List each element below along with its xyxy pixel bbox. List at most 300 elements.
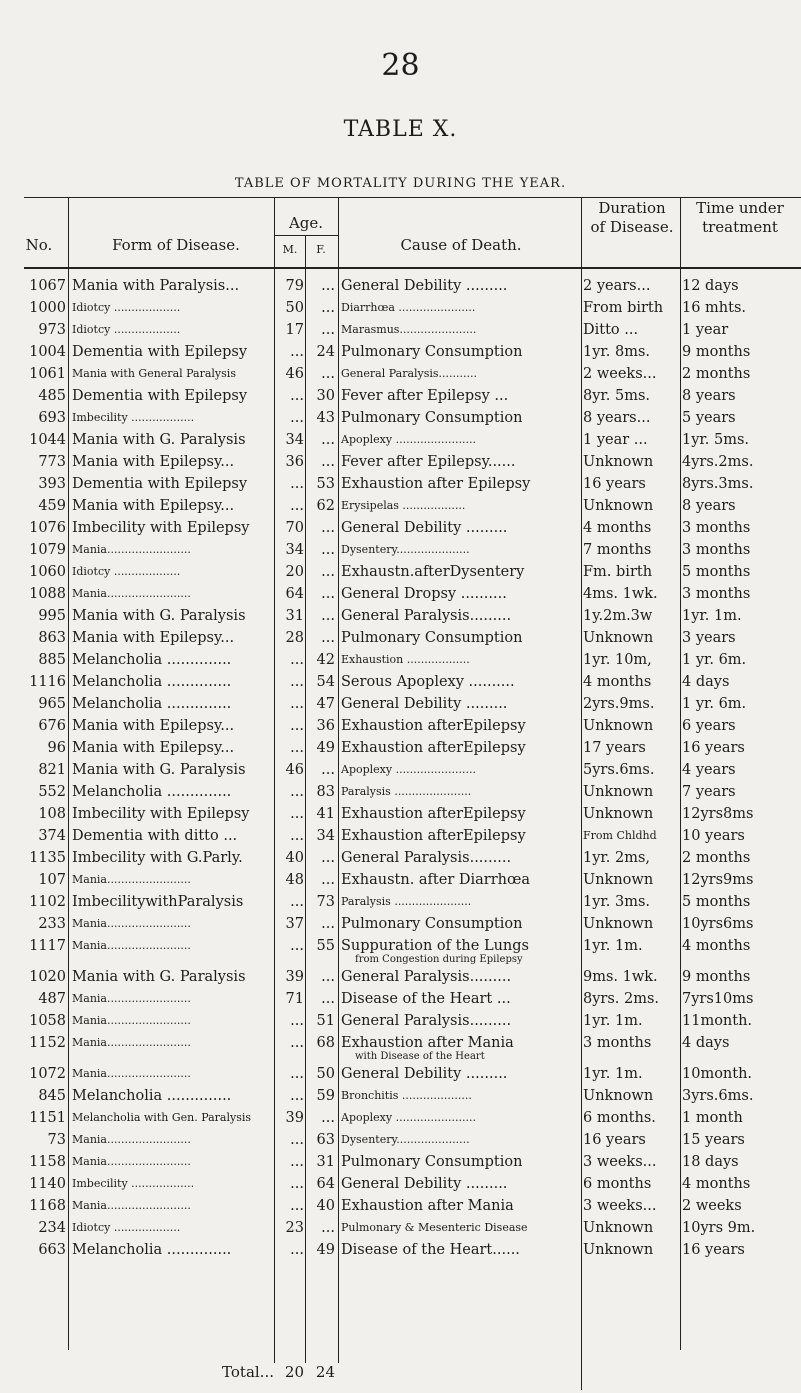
time-under-treatment: 4 days <box>682 674 730 690</box>
header-m: M. <box>282 243 298 256</box>
table-row <box>0 385 801 407</box>
form-of-disease: Imbecility .................. <box>72 411 195 424</box>
form-of-disease: Mania with G. Paralysis <box>72 969 246 985</box>
form-of-disease: Mania........................ <box>72 1133 191 1146</box>
form-of-disease: Mania........................ <box>72 1014 191 1027</box>
age-female: ... <box>321 1110 335 1126</box>
row-number: 676 <box>38 718 66 734</box>
time-under-treatment: 7yrs10ms <box>682 991 754 1007</box>
age-female: 73 <box>316 894 335 910</box>
table-row <box>0 869 801 891</box>
duration-of-disease: 1yr. 1m. <box>583 1066 643 1082</box>
time-under-treatment: 6 years <box>682 718 736 734</box>
age-male: ... <box>290 1066 304 1082</box>
table-row <box>0 1085 801 1107</box>
cause-of-death: General Debility ......... <box>341 520 508 536</box>
table-row <box>0 297 801 319</box>
form-of-disease: Mania with G. Paralysis <box>72 762 246 778</box>
age-male: ... <box>290 784 304 800</box>
age-female: ... <box>321 916 335 932</box>
time-under-treatment: 8yrs.3ms. <box>682 476 754 492</box>
cause-of-death: General Paralysis......... <box>341 850 512 866</box>
age-male: ... <box>290 652 304 668</box>
cause-of-death: General Paralysis........... <box>341 367 478 380</box>
table-row <box>0 649 801 671</box>
age-female: ... <box>321 366 335 382</box>
age-male: ... <box>290 344 304 360</box>
duration-of-disease: 6 months <box>583 1176 652 1192</box>
age-male: 46 <box>285 762 304 778</box>
time-under-treatment: 4 years <box>682 762 736 778</box>
form-of-disease: Mania with Epilepsy... <box>72 454 235 470</box>
duration-of-disease: 16 years <box>583 1132 646 1148</box>
time-under-treatment: 3 years <box>682 630 736 646</box>
duration-of-disease: 2yrs.9ms. <box>583 696 655 712</box>
age-male: ... <box>290 674 304 690</box>
duration-of-disease: 2 weeks... <box>583 366 657 382</box>
form-of-disease: Dementia with Epilepsy <box>72 476 248 492</box>
form-of-disease: Mania with G. Paralysis <box>72 432 246 448</box>
age-male: 70 <box>285 520 304 536</box>
form-of-disease: Idiotcy ................... <box>72 301 181 314</box>
cause-of-death: General Debility ......... <box>341 1176 508 1192</box>
time-under-treatment: 3 months <box>682 520 751 536</box>
age-female: 59 <box>316 1088 335 1104</box>
cause-of-death: Marasmus...................... <box>341 323 477 336</box>
time-under-treatment: 8 years <box>682 388 736 404</box>
row-number: 1076 <box>29 520 66 536</box>
row-number: 374 <box>38 828 66 844</box>
row-number: 233 <box>38 916 66 932</box>
form-of-disease: Melancholia .............. <box>72 784 232 800</box>
age-male: 17 <box>285 322 304 338</box>
row-number: 1044 <box>29 432 66 448</box>
cause-note: with Disease of the Heart <box>355 1051 485 1062</box>
table-row <box>0 671 801 693</box>
row-number: 995 <box>38 608 66 624</box>
age-female: ... <box>321 630 335 646</box>
table-row <box>0 1129 801 1151</box>
age-female: 34 <box>316 828 335 844</box>
row-number: 663 <box>38 1242 66 1258</box>
duration-of-disease: 3 weeks... <box>583 1198 657 1214</box>
cause-of-death: General Debility ......... <box>341 1066 508 1082</box>
table-row <box>0 715 801 737</box>
cause-of-death: Pulmonary Consumption <box>341 630 523 646</box>
time-under-treatment: 8 years <box>682 498 736 514</box>
form-of-disease: ImbecilitywithParalysis <box>72 894 244 910</box>
form-of-disease: Imbecility with Epilepsy <box>72 520 250 536</box>
duration-of-disease: Unknown <box>583 872 654 888</box>
age-male: ... <box>290 1088 304 1104</box>
age-male: 37 <box>285 916 304 932</box>
age-female: 24 <box>316 344 335 360</box>
row-number: 552 <box>38 784 66 800</box>
form-of-disease: Mania with G. Paralysis <box>72 608 246 624</box>
duration-of-disease: Unknown <box>583 454 654 470</box>
cause-of-death: General Paralysis......... <box>341 1013 512 1029</box>
time-under-treatment: 3yrs.6ms. <box>682 1088 754 1104</box>
table-row <box>0 781 801 803</box>
form-of-disease: Mania........................ <box>72 992 191 1005</box>
age-female: 41 <box>316 806 335 822</box>
row-number: 234 <box>38 1220 66 1236</box>
time-under-treatment: 16 mhts. <box>682 300 747 316</box>
table-row <box>0 759 801 781</box>
time-under-treatment: 7 years <box>682 784 736 800</box>
time-under-treatment: 5 months <box>682 894 751 910</box>
row-number: 1079 <box>29 542 66 558</box>
duration-of-disease: Unknown <box>583 1220 654 1236</box>
time-under-treatment: 1 yr. 6m. <box>682 652 747 668</box>
table-row <box>0 561 801 583</box>
row-number: 393 <box>38 476 66 492</box>
age-female: 30 <box>316 388 335 404</box>
row-number: 1152 <box>29 1035 66 1051</box>
duration-of-disease: Fm. birth <box>583 564 653 580</box>
row-number: 1102 <box>29 894 66 910</box>
form-of-disease: Dementia with Epilepsy <box>72 344 248 360</box>
cause-of-death: Pulmonary Consumption <box>341 410 523 426</box>
table-row <box>0 1217 801 1239</box>
age-female: 55 <box>316 938 335 954</box>
cause-of-death: Fever after Epilepsy...... <box>341 454 516 470</box>
row-number: 108 <box>38 806 66 822</box>
age-female: ... <box>321 1220 335 1236</box>
form-of-disease: Melancholia .............. <box>72 652 232 668</box>
cause-of-death: Exhaustion .................. <box>341 653 470 666</box>
time-under-treatment: 16 years <box>682 1242 745 1258</box>
row-number: 1116 <box>29 674 66 690</box>
cause-of-death: Apoplexy ....................... <box>341 433 477 446</box>
form-of-disease: Idiotcy ................... <box>72 1221 181 1234</box>
duration-of-disease: 1yr. 3ms. <box>583 894 650 910</box>
duration-of-disease: 1y.2m.3w <box>583 608 653 624</box>
form-of-disease: Mania........................ <box>72 873 191 886</box>
row-number: 773 <box>38 454 66 470</box>
form-of-disease: Mania with General Paralysis <box>72 367 236 380</box>
time-under-treatment: 2 months <box>682 366 751 382</box>
age-male: 79 <box>285 278 304 294</box>
time-under-treatment: 1yr. 5ms. <box>682 432 749 448</box>
form-of-disease: Melancholia .............. <box>72 674 232 690</box>
age-male: ... <box>290 1154 304 1170</box>
cause-of-death: General Dropsy .......... <box>341 586 507 602</box>
age-male: 71 <box>285 991 304 1007</box>
table-row <box>0 605 801 627</box>
age-female: 36 <box>316 718 335 734</box>
time-under-treatment: 2 weeks <box>682 1198 742 1214</box>
cause-of-death: Dysentery..................... <box>341 1133 470 1146</box>
row-number: 1061 <box>29 366 66 382</box>
duration-of-disease: Unknown <box>583 1088 654 1104</box>
age-male: 48 <box>285 872 304 888</box>
duration-of-disease: 8yr. 5ms. <box>583 388 650 404</box>
header-cause: Cause of Death. <box>400 236 522 254</box>
age-male: 23 <box>285 1220 304 1236</box>
cause-of-death: Pulmonary Consumption <box>341 344 523 360</box>
age-female: 43 <box>316 410 335 426</box>
age-male: ... <box>290 1132 304 1148</box>
duration-of-disease: 4ms. 1wk. <box>583 586 658 602</box>
row-number: 1000 <box>29 300 66 316</box>
duration-of-disease: 4 months <box>583 674 652 690</box>
table-row <box>0 341 801 363</box>
form-of-disease: Dementia with ditto ... <box>72 828 238 844</box>
time-under-treatment: 12yrs9ms <box>682 872 754 888</box>
cause-of-death: Apoplexy ....................... <box>341 763 477 776</box>
cause-of-death: Pulmonary Consumption <box>341 1154 523 1170</box>
duration-of-disease: Unknown <box>583 630 654 646</box>
age-male: 40 <box>285 850 304 866</box>
age-female: ... <box>321 872 335 888</box>
age-female: ... <box>321 850 335 866</box>
time-under-treatment: 2 months <box>682 850 751 866</box>
time-under-treatment: 4 months <box>682 1176 751 1192</box>
age-female: 53 <box>316 476 335 492</box>
table-row <box>0 737 801 759</box>
table-row <box>0 891 801 913</box>
time-under-treatment: 3 months <box>682 586 751 602</box>
row-number: 863 <box>38 630 66 646</box>
form-of-disease: Mania with Epilepsy... <box>72 630 235 646</box>
form-of-disease: Mania with Epilepsy... <box>72 740 235 756</box>
age-female: 62 <box>316 498 335 514</box>
form-of-disease: Idiotcy ................... <box>72 565 181 578</box>
table-caption: TABLE OF MORTALITY DURING THE YEAR. <box>234 176 567 191</box>
duration-of-disease: 3 months <box>583 1035 652 1051</box>
form-of-disease: Mania with Epilepsy... <box>72 498 235 514</box>
cause-of-death: Exhaustn. after Diarrhœa <box>341 872 530 888</box>
time-under-treatment: 10yrs 9m. <box>682 1220 756 1236</box>
table-row <box>0 429 801 451</box>
age-male: ... <box>290 476 304 492</box>
form-of-disease: Dementia with Epilepsy <box>72 388 248 404</box>
form-of-disease: Mania with Epilepsy... <box>72 718 235 734</box>
cause-of-death: Exhaustion after Mania <box>341 1035 514 1051</box>
age-female: 51 <box>316 1013 335 1029</box>
header-top-rule <box>24 197 801 198</box>
total-female: 24 <box>315 1363 335 1381</box>
cause-of-death: Exhaustion after Epilepsy <box>341 476 531 492</box>
age-male: ... <box>290 718 304 734</box>
age-female: 31 <box>316 1154 335 1170</box>
duration-of-disease: 4 months <box>583 520 652 536</box>
age-female: ... <box>321 432 335 448</box>
age-female: 63 <box>316 1132 335 1148</box>
table-row <box>0 988 801 1010</box>
age-male: ... <box>290 696 304 712</box>
cause-of-death: Pulmonary Consumption <box>341 916 523 932</box>
row-number: 1158 <box>29 1154 66 1170</box>
duration-of-disease: From Chldhd <box>583 829 657 842</box>
age-female: ... <box>321 454 335 470</box>
age-male: 34 <box>285 542 304 558</box>
table-row <box>0 1239 801 1261</box>
age-male: 50 <box>285 300 304 316</box>
age-male: ... <box>290 1035 304 1051</box>
age-female: 49 <box>316 1242 335 1258</box>
age-male: ... <box>290 1242 304 1258</box>
age-female: ... <box>321 278 335 294</box>
row-number: 485 <box>38 388 66 404</box>
table-row <box>0 627 801 649</box>
row-number: 821 <box>38 762 66 778</box>
age-male: ... <box>290 894 304 910</box>
age-female: 54 <box>316 674 335 690</box>
age-female: 47 <box>316 696 335 712</box>
time-under-treatment: 11month. <box>682 1013 753 1029</box>
time-under-treatment: 1 month <box>682 1110 743 1126</box>
cause-of-death: Exhaustion afterEpilepsy <box>341 828 526 844</box>
form-of-disease: Mania........................ <box>72 1036 191 1049</box>
age-female: 42 <box>316 652 335 668</box>
row-number: 693 <box>38 410 66 426</box>
age-female: ... <box>321 542 335 558</box>
table-row <box>0 275 801 297</box>
table-row <box>0 517 801 539</box>
duration-of-disease: 9ms. 1wk. <box>583 969 658 985</box>
duration-of-disease: 1 year ... <box>583 432 648 448</box>
cause-of-death: Disease of the Heart ... <box>341 991 511 1007</box>
age-male: 28 <box>285 630 304 646</box>
cause-of-death: Paralysis ...................... <box>341 895 472 908</box>
duration-of-disease: 3 weeks... <box>583 1154 657 1170</box>
age-female: ... <box>321 586 335 602</box>
age-split-rule <box>274 235 338 236</box>
table-row <box>0 847 801 869</box>
cause-of-death: Erysipelas .................. <box>341 499 466 512</box>
duration-of-disease: 2 years... <box>583 278 651 294</box>
age-female: ... <box>321 762 335 778</box>
total-label: Total... <box>222 1363 274 1381</box>
form-of-disease: Melancholia .............. <box>72 1242 232 1258</box>
row-number: 107 <box>38 872 66 888</box>
age-female: 50 <box>316 1066 335 1082</box>
row-number: 1140 <box>29 1176 66 1192</box>
table-row <box>0 495 801 517</box>
age-female: 68 <box>316 1035 335 1051</box>
duration-of-disease: 17 years <box>583 740 646 756</box>
time-under-treatment: 5 months <box>682 564 751 580</box>
cause-of-death: Exhaustion after Mania <box>341 1198 514 1214</box>
time-under-treatment: 9 months <box>682 969 751 985</box>
time-under-treatment: 4 days <box>682 1035 730 1051</box>
cause-of-death: Suppuration of the Lungs <box>341 938 529 954</box>
row-number: 1117 <box>29 938 66 954</box>
duration-of-disease: Ditto ... <box>583 322 639 338</box>
duration-of-disease: Unknown <box>583 1242 654 1258</box>
form-of-disease: Mania with Paralysis... <box>72 278 240 294</box>
form-of-disease: Imbecility with G.Parly. <box>72 850 243 866</box>
duration-of-disease: Unknown <box>583 916 654 932</box>
table-row <box>0 693 801 715</box>
age-female: 83 <box>316 784 335 800</box>
age-male: ... <box>290 828 304 844</box>
row-number: 1168 <box>29 1198 66 1214</box>
duration-of-disease: Unknown <box>583 784 654 800</box>
duration-of-disease: 8 years... <box>583 410 651 426</box>
duration-of-disease: 1yr. 1m. <box>583 938 643 954</box>
row-number: 1060 <box>29 564 66 580</box>
age-female: 64 <box>316 1176 335 1192</box>
form-of-disease: Mania........................ <box>72 1155 191 1168</box>
row-number: 1020 <box>29 969 66 985</box>
cause-note: from Congestion during Epilepsy <box>355 954 523 965</box>
duration-of-disease: 1yr. 10m, <box>583 652 652 668</box>
cause-of-death: Pulmonary & Mesenteric Disease <box>341 1221 528 1234</box>
age-male: 36 <box>285 454 304 470</box>
age-male: ... <box>290 498 304 514</box>
row-number: 1135 <box>29 850 66 866</box>
time-under-treatment: 10yrs6ms <box>682 916 754 932</box>
duration-of-disease: 7 months <box>583 542 652 558</box>
cause-of-death: General Debility ......... <box>341 696 508 712</box>
cause-of-death: Exhaustion afterEpilepsy <box>341 806 526 822</box>
time-under-treatment: 3 months <box>682 542 751 558</box>
form-of-disease: Melancholia .............. <box>72 696 232 712</box>
form-of-disease: Imbecility with Epilepsy <box>72 806 250 822</box>
table-row <box>0 363 801 385</box>
cause-of-death: Serous Apoplexy .......... <box>341 674 515 690</box>
table-row <box>0 1063 801 1085</box>
duration-of-disease: Unknown <box>583 498 654 514</box>
age-male: 64 <box>285 586 304 602</box>
form-of-disease: Idiotcy ................... <box>72 323 181 336</box>
header-f: F. <box>316 243 326 256</box>
row-number: 845 <box>38 1088 66 1104</box>
row-number: 73 <box>47 1132 66 1148</box>
header-form: Form of Disease. <box>112 236 240 254</box>
table-row <box>0 407 801 429</box>
row-number: 1088 <box>29 586 66 602</box>
form-of-disease: Mania........................ <box>72 1199 191 1212</box>
table-row <box>0 825 801 847</box>
age-female: ... <box>321 300 335 316</box>
age-female: ... <box>321 564 335 580</box>
age-male: 39 <box>285 1110 304 1126</box>
table-row <box>0 1195 801 1217</box>
row-number: 1151 <box>29 1110 66 1126</box>
form-of-disease: Imbecility .................. <box>72 1177 195 1190</box>
duration-of-disease: 6 months. <box>583 1110 656 1126</box>
cause-of-death: Diarrhœa ...................... <box>341 301 476 314</box>
duration-of-disease: 8yrs. 2ms. <box>583 991 660 1007</box>
duration-of-disease: Unknown <box>583 718 654 734</box>
table-row <box>0 583 801 605</box>
age-female: ... <box>321 322 335 338</box>
age-female: 49 <box>316 740 335 756</box>
time-under-treatment: 10 years <box>682 828 745 844</box>
form-of-disease: Mania........................ <box>72 587 191 600</box>
row-number: 1072 <box>29 1066 66 1082</box>
form-of-disease: Melancholia .............. <box>72 1088 232 1104</box>
age-male: ... <box>290 410 304 426</box>
cause-of-death: Exhaustion afterEpilepsy <box>341 740 526 756</box>
time-under-treatment: 9 months <box>682 344 751 360</box>
row-number: 885 <box>38 652 66 668</box>
cause-of-death: Apoplexy ....................... <box>341 1111 477 1124</box>
header-age: Age. <box>288 214 324 232</box>
time-under-treatment: 1yr. 1m. <box>682 608 742 624</box>
page-number: 28 <box>381 48 420 83</box>
age-female: ... <box>321 520 335 536</box>
cause-of-death: Disease of the Heart...... <box>341 1242 520 1258</box>
table-row <box>0 803 801 825</box>
cause-of-death: Bronchitis .................... <box>341 1089 472 1102</box>
age-male: ... <box>290 806 304 822</box>
time-under-treatment: 16 years <box>682 740 745 756</box>
